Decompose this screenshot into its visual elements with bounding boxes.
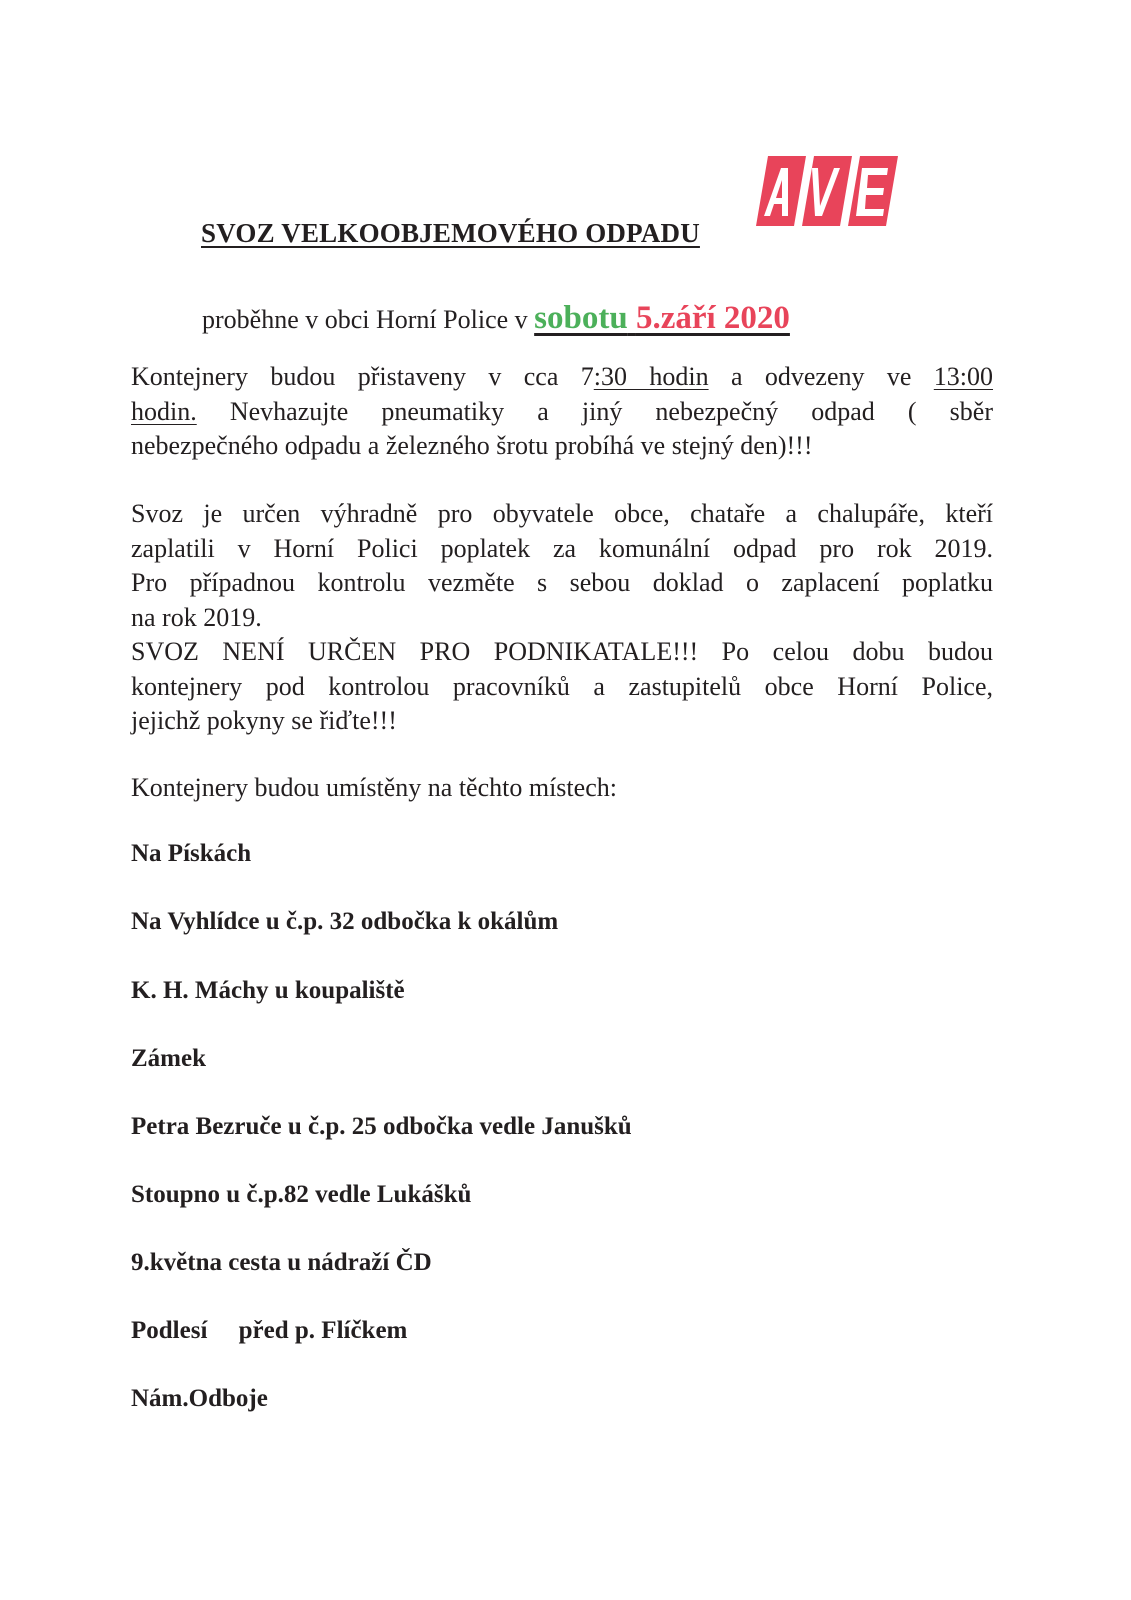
ave-logo <box>754 156 900 226</box>
subtitle-prefix: proběhne v obci Horní Police v <box>202 305 535 334</box>
location-item: Na Vyhlídce u č.p. 32 odbočka k okálům <box>131 908 559 935</box>
paragraph-line: jejichž pokyny se řiďte!!! <box>131 706 397 735</box>
collection-date-value: 5.září 2020 <box>635 300 790 336</box>
location-item: Stoupno u č.p.82 vedle Lukášků <box>131 1181 472 1208</box>
paragraph-line <box>131 360 993 395</box>
time-arrival: :30 hodin <box>593 362 709 391</box>
location-item: Na Pískách <box>131 840 252 867</box>
locations-intro: Kontejnery budou umístěny na těchto místech: <box>131 773 617 802</box>
location-item: Petra Bezruče u č.p. 25 odbočka vedle Janušků <box>131 1113 632 1140</box>
paragraph-line: Pro případnou kontrolu vezměte s sebou doklad o zaplacení poplatku <box>131 568 993 597</box>
text-fragment: a odvezeny ve <box>708 362 934 391</box>
paragraph-line <box>131 395 993 430</box>
text-fragment: Kontejnery budou přistaveny v cca 7 <box>131 362 594 391</box>
paragraph-line: na rok 2019. <box>131 602 262 632</box>
paragraph-eligibility <box>131 497 993 739</box>
time-departure-unit: hodin. <box>131 396 197 426</box>
collection-date <box>534 300 790 336</box>
paragraph-line: nebezpečného odpadu a železného šrotu probíhá ve stejný den)!!! <box>131 431 813 460</box>
location-item: Nám.Odboje <box>131 1385 268 1412</box>
location-item: K. H. Máchy u koupaliště <box>131 977 405 1004</box>
location-item: Zámek <box>131 1045 206 1072</box>
document-title: SVOZ VELKOOBJEMOVÉHO ODPADU <box>201 218 700 248</box>
paragraph-line: kontejnery pod kontrolou pracovníků a zastupitelů obce Horní Police, <box>131 671 993 701</box>
paragraph-schedule <box>131 360 993 464</box>
collection-day: sobotu <box>534 300 628 336</box>
paragraph-line: zaplatili v Horní Polici poplatek za komunální odpad pro rok 2019. <box>131 533 993 563</box>
time-departure: 13:00 <box>933 362 994 391</box>
location-item: Podlesí před p. Flíčkem <box>131 1317 408 1344</box>
paragraph-line: Svoz je určen výhradně pro obyvatele obce, chataře a chalupáře, kteří <box>131 499 993 528</box>
text-fragment: Nevhazujte pneumatiky a jiný nebezpečný odpad ( sběr <box>196 396 993 426</box>
location-item: 9.května cesta u nádraží ČD <box>131 1249 432 1276</box>
collection-date-line <box>202 300 790 337</box>
paragraph-line: SVOZ NENÍ URČEN PRO PODNIKATALE!!! Po celou dobu budou <box>131 637 993 666</box>
